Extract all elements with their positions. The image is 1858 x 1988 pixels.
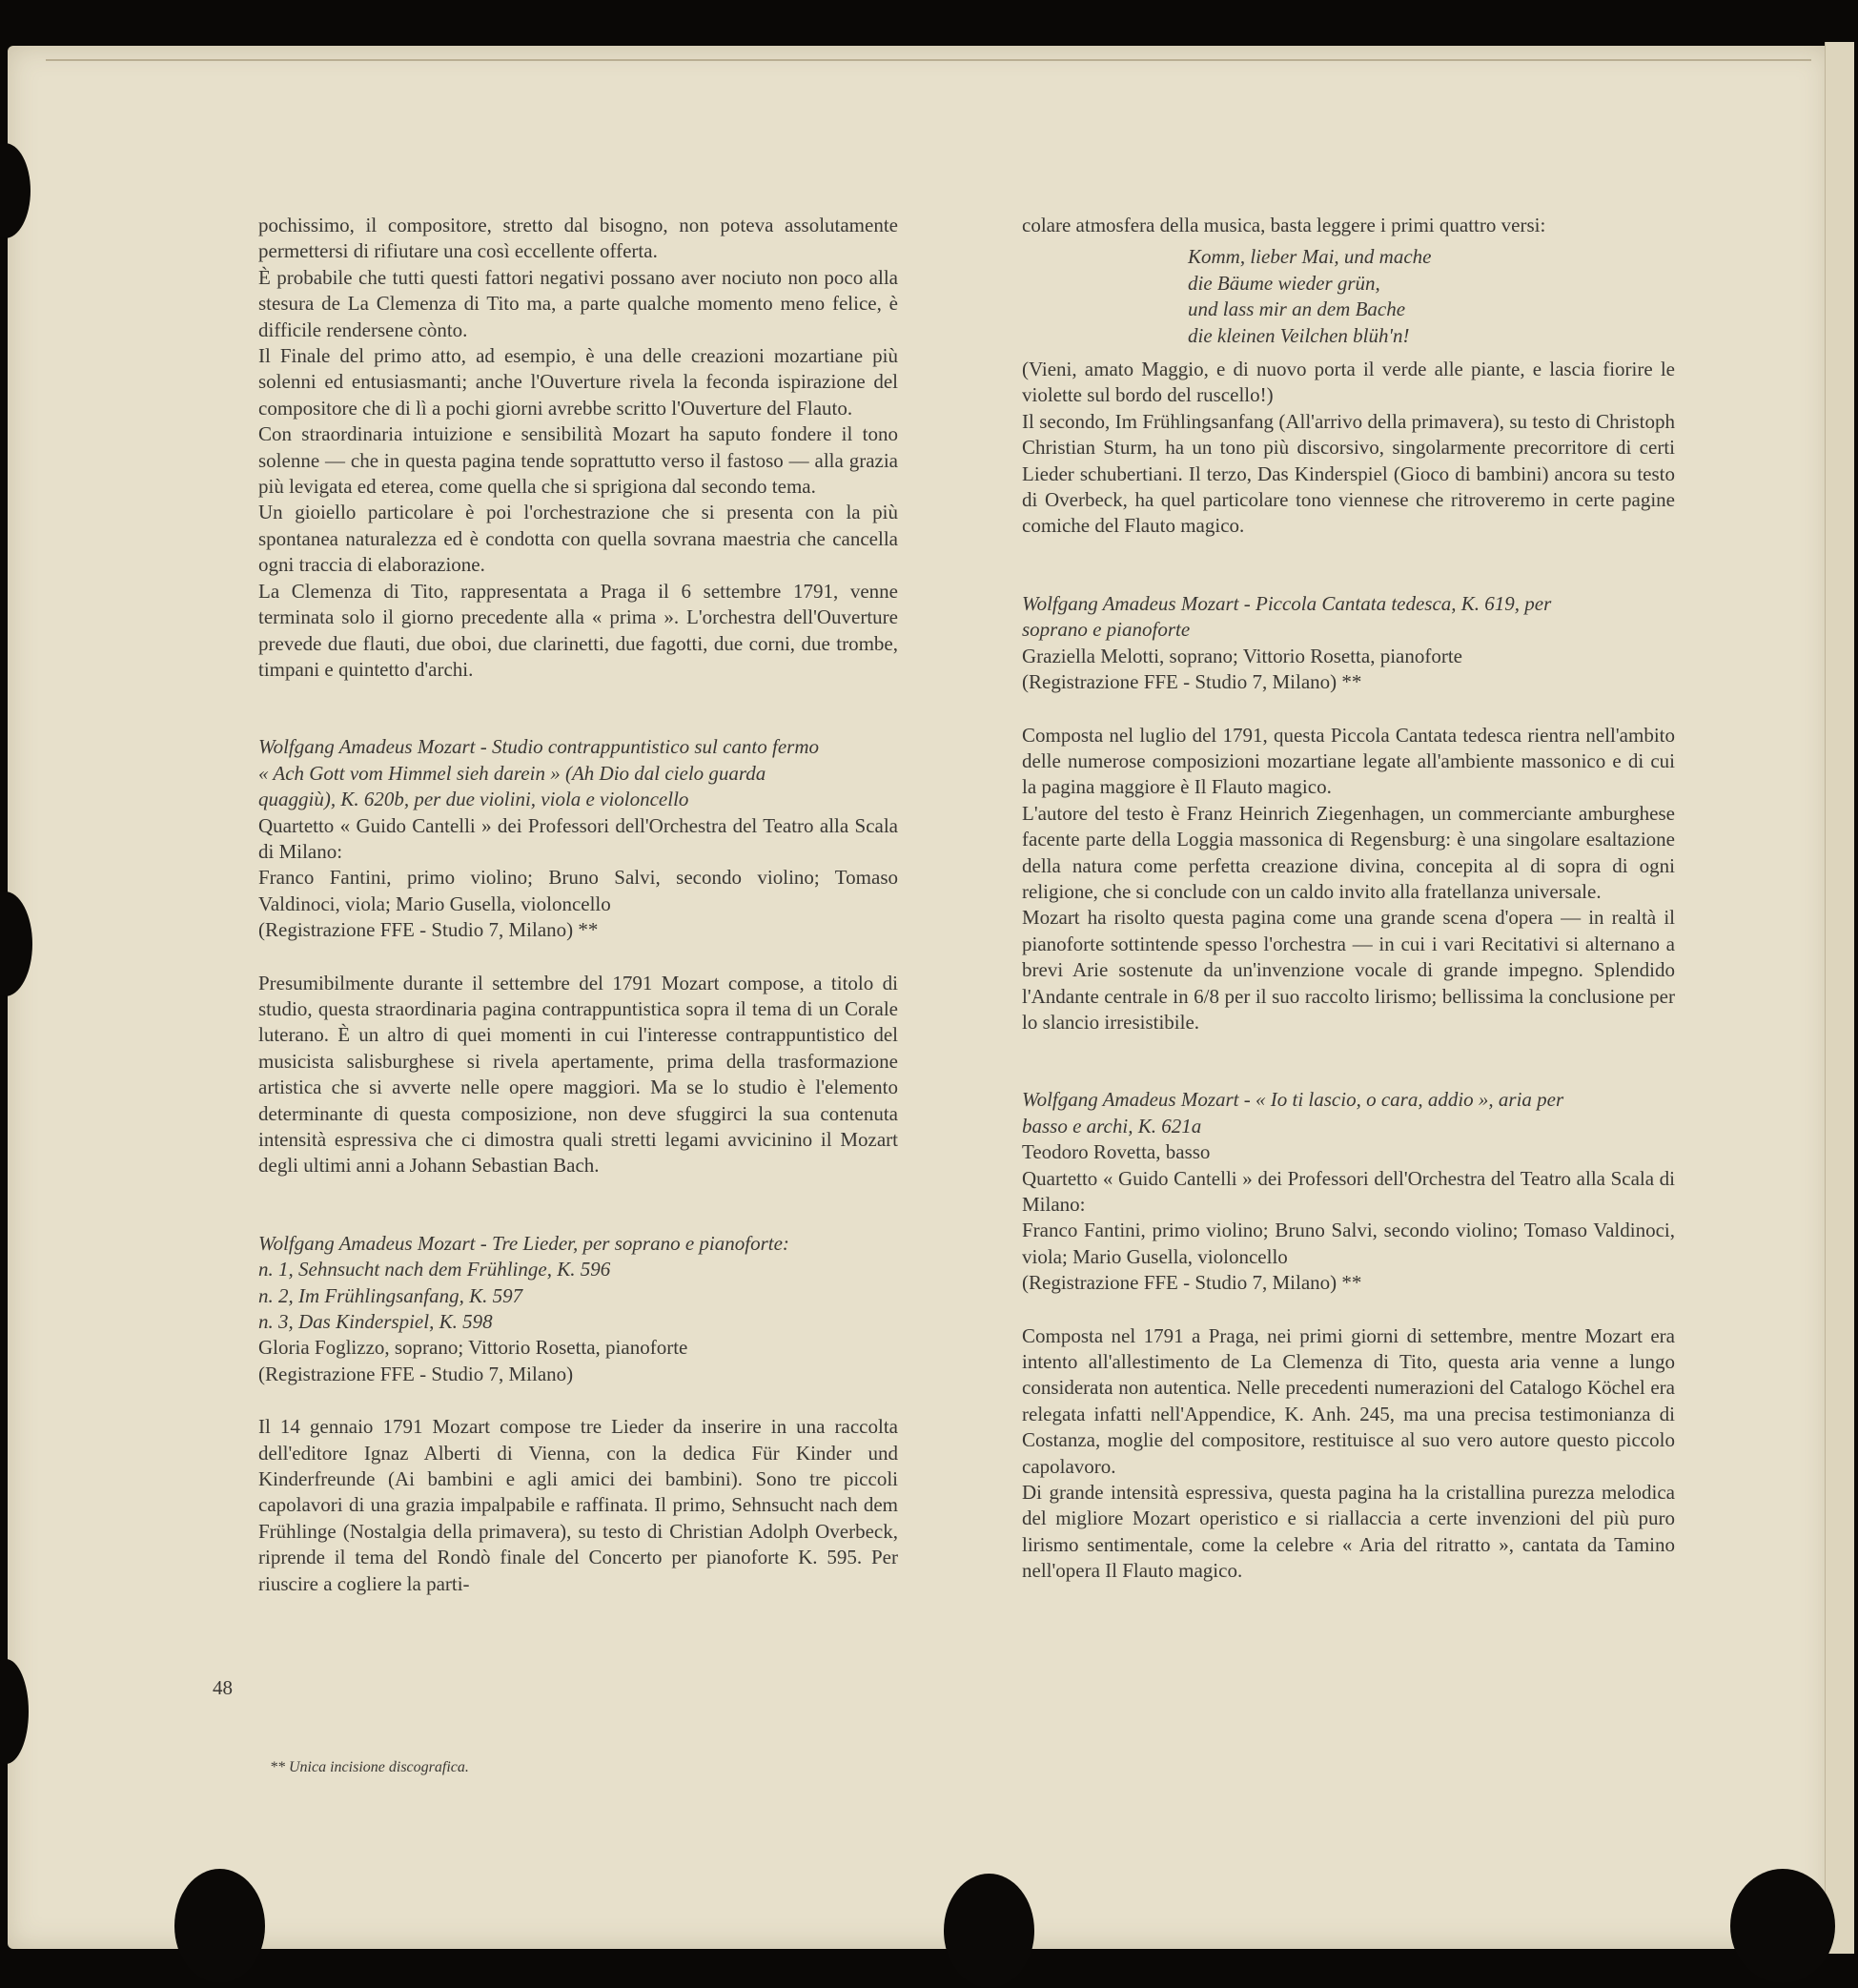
poem-line: und lass mir an dem Bache — [1188, 297, 1406, 321]
studio-heading — [258, 734, 898, 812]
holder-shadow — [174, 1869, 265, 1983]
aria-performers — [1022, 1139, 1675, 1296]
intro-paragraph-4: Con straordinaria intuizione e sensibilità Mozart ha saputo fondere il tono solenne — che in questa pagina tende soprattutto verso il fastoso — alla grazia più levigata ed eterea, come quella che si sprigiona dal secondo tema. — [258, 422, 898, 499]
studio-heading-line: Wolfgang Amadeus Mozart - Studio contrappuntistico sul canto fermo — [258, 735, 819, 759]
holder-shadow — [1730, 1869, 1835, 1983]
performer-line: Franco Fantini, primo violino; Bruno Salvi, secondo violino; Tomaso Valdinoci, viola; Mario Gusella, violoncello — [1022, 1219, 1675, 1268]
performer-line: Franco Fantini, primo violino; Bruno Salvi, secondo violino; Tomaso Valdinoci, viola; Mario Gusella, violoncello — [258, 866, 898, 915]
recording-note: (Registrazione FFE - Studio 7, Milano) ** — [1022, 1271, 1362, 1295]
intro-paragraph-5: Un gioiello particolare è poi l'orchestrazione che si presenta con la più spontanea naturalezza ed è condotta con quella sovrana maestria che cancella ogni traccia di elaborazione. — [258, 501, 898, 577]
performer-line: Gloria Foglizzo, soprano; Vittorio Rosetta, pianoforte — [258, 1336, 688, 1360]
top-border-rule — [46, 59, 1811, 61]
aria-heading-line: Wolfgang Amadeus Mozart - « Io ti lascio, o cara, addio », aria per — [1022, 1088, 1564, 1112]
poem-verses — [1022, 244, 1675, 349]
studio-performers — [258, 813, 898, 944]
intro-paragraph-3: Il Finale del primo atto, ad esempio, è una delle creazioni mozartiane più solenni ed entusiasmanti; anche l'Ouverture rivela la feconda ispirazione del compositore che di lì a pochi giorni avrebbe scritto l'Ouverture del Flauto. — [258, 344, 898, 420]
aria-heading — [1022, 1087, 1675, 1139]
recording-note: (Registrazione FFE - Studio 7, Milano) ** — [258, 918, 599, 942]
intro-paragraph-2: È probabile che tutti questi fattori negativi possano aver nociuto non poco alla stesura de La Clemenza di Tito ma, a parte qualche momento meno felice, è difficile rendersene cònto. — [258, 265, 898, 341]
studio-heading-line: quaggiù), K. 620b, per due violini, viola e violoncello — [258, 788, 689, 811]
performer-line: Graziella Melotti, soprano; Vittorio Rosetta, pianoforte — [1022, 644, 1462, 667]
cantata-body-1: Composta nel luglio del 1791, questa Piccola Cantata tedesca rientra nell'ambito delle numerose composizioni mozartiane legate all'ambiente massonico e di cui la pagina maggiore è Il Flauto magico. — [1022, 723, 1675, 799]
holder-shadow — [944, 1874, 1034, 1988]
studio-body: Presumibilmente durante il settembre del 1791 Mozart compose, a titolo di studio, questa straordinaria pagina contrappuntistica sopra il tema di un Corale luterano. È un altro di quei momenti in cui l'interesse contrappuntistico del musicista salisburghese si rivela apertamente, prima della trasformazione artistica che si avverte nelle opere maggiori. Ma se lo studio è l'elemento determinante di questa composizione, non deve sfuggirci la sua contenuta intensità espressiva che ci dimostra quali stretti legami avvicinino il Mozart degli ultimi anni a Johann Sebastian Bach. — [258, 971, 898, 1178]
intro-paragraph-1: pochissimo, il compositore, stretto dal bisogno, non poteva assolutamente permettersi di rifiutare una così eccellente offerta. — [258, 214, 898, 263]
right-column — [1022, 213, 1675, 1585]
lieder-heading-line: n. 1, Sehnsucht nach dem Frühlinge, K. 596 — [258, 1258, 611, 1281]
studio-heading-line: « Ach Gott vom Himmel sieh darein » (Ah Dio dal cielo guarda — [258, 761, 766, 785]
performer-line: Quartetto « Guido Cantelli » dei Professori dell'Orchestra del Teatro alla Scala di Milano: — [1022, 1166, 1675, 1216]
poem-line: Komm, lieber Mai, und mache — [1188, 245, 1432, 269]
cantata-performers — [1022, 644, 1675, 696]
lieder-body: Il 14 gennaio 1791 Mozart compose tre Lieder da inserire in una raccolta dell'editore Ignaz Alberti di Vienna, con la dedica Für Kinder und Kinderfreunde (Ai bambini e agli amici dei bambini). Sono tre piccoli capolavori di una grazia impalpabile e raffinata. Il primo, Sehnsucht nach dem Frühlinge (Nostalgia della primavera), su testo di Christian Adolph Overbeck, riprende il tema del Rondò finale del Concerto per pianoforte K. 595. Per riuscire a cogliere la parti- — [258, 1415, 898, 1595]
recording-note: (Registrazione FFE - Studio 7, Milano) — [258, 1362, 574, 1385]
lieder-rest: Il secondo, Im Frühlingsanfang (All'arrivo della primavera), su testo di Christoph Christian Sturm, ha un tono più discorsivo, singolarmente precorritore di certi Lieder schubertiani. Il terzo, Das Kinderspiel (Gioco di bambini) ancora su testo di Overbeck, ha quel particolare tono viennese che ritroveremo in certe pagine comiche del Flauto magico. — [1022, 409, 1675, 538]
performer-line: Teodoro Rovetta, basso — [1022, 1140, 1211, 1164]
poem-line: die Bäume wieder grün, — [1188, 271, 1380, 295]
page-fold-edge — [1825, 42, 1854, 1954]
lieder-heading-line: Wolfgang Amadeus Mozart - Tre Lieder, per soprano e pianoforte: — [258, 1231, 789, 1255]
recording-note: (Registrazione FFE - Studio 7, Milano) ** — [1022, 670, 1362, 694]
cantata-heading — [1022, 591, 1675, 644]
lieder-heading-line: n. 3, Das Kinderspiel, K. 598 — [258, 1310, 493, 1334]
poem-line: die kleinen Veilchen blüh'n! — [1188, 323, 1410, 347]
intro-paragraph-6: La Clemenza di Tito, rappresentata a Praga il 6 settembre 1791, venne terminata solo il giorno precedente alla « prima ». L'orchestra dell'Ouverture prevede due flauti, due oboi, due clarinetti, due fagotti, due corni, due trombe, timpani e quintetto d'archi. — [258, 579, 898, 681]
lieder-heading — [258, 1231, 898, 1336]
page-number: 48 — [213, 1676, 233, 1699]
cantata-heading-line: Wolfgang Amadeus Mozart - Piccola Cantata tedesca, K. 619, per — [1022, 591, 1552, 615]
footnote: ** Unica incisione discografica. — [270, 1759, 469, 1775]
left-column — [258, 213, 898, 1597]
performer-line: Quartetto « Guido Cantelli » dei Professori dell'Orchestra del Teatro alla Scala di Milano: — [258, 813, 898, 863]
lieder-heading-line: n. 2, Im Frühlingsanfang, K. 597 — [258, 1283, 523, 1307]
aria-heading-line: basso e archi, K. 621a — [1022, 1114, 1202, 1137]
cantata-heading-line: soprano e pianoforte — [1022, 618, 1191, 642]
cantata-body-3: Mozart ha risolto questa pagina come una grande scena d'opera — in realtà il pianoforte sottintende spesso l'orchestra — in cui i vari Recitativi si alternano a brevi Arie sostenute da un'invenzione vocale di grande impegno. Splendido l'Andante centrale in 6/8 per il suo raccolto lirismo; bellissima la conclusione per lo slancio irresistibile. — [1022, 906, 1675, 1034]
poem-translation: (Vieni, amato Maggio, e di nuovo porta il verde alle piante, e lascia fiorire le violette sul bordo del ruscello!) — [1022, 358, 1675, 407]
aria-body-2: Di grande intensità espressiva, questa pagina ha la cristallina purezza melodica del migliore Mozart operistico e si riallaccia a certe invenzioni del più puro lirismo sentimentale, come la celebre « Aria del ritratto », cantata da Tamino nell'opera Il Flauto magico. — [1022, 1481, 1675, 1583]
lieder-continuation: colare atmosfera della musica, basta leggere i primi quattro versi: — [1022, 214, 1546, 236]
cantata-body-2: L'autore del testo è Franz Heinrich Ziegenhagen, un commerciante amburghese facente parte della Loggia massonica di Regensburg: è una singolare esaltazione della natura come perfetta creazione divina, concepita al di sopra di ogni religione, che si conclude con un caldo invito alla fratellanza universale. — [1022, 801, 1675, 903]
aria-body-1: Composta nel 1791 a Praga, nei primi giorni di settembre, mentre Mozart era intento all'allestimento de La Clemenza di Tito, questa aria venne a lungo considerata non autentica. Nelle precedenti numerazioni del Catalogo Köchel era relegata infatti nell'Appendice, K. Anh. 245, ma una precisa testimonianza di Costanza, moglie del compositore, restituisce al suo vero autore questo piccolo capolavoro. — [1022, 1323, 1675, 1478]
lieder-performers — [258, 1335, 898, 1387]
